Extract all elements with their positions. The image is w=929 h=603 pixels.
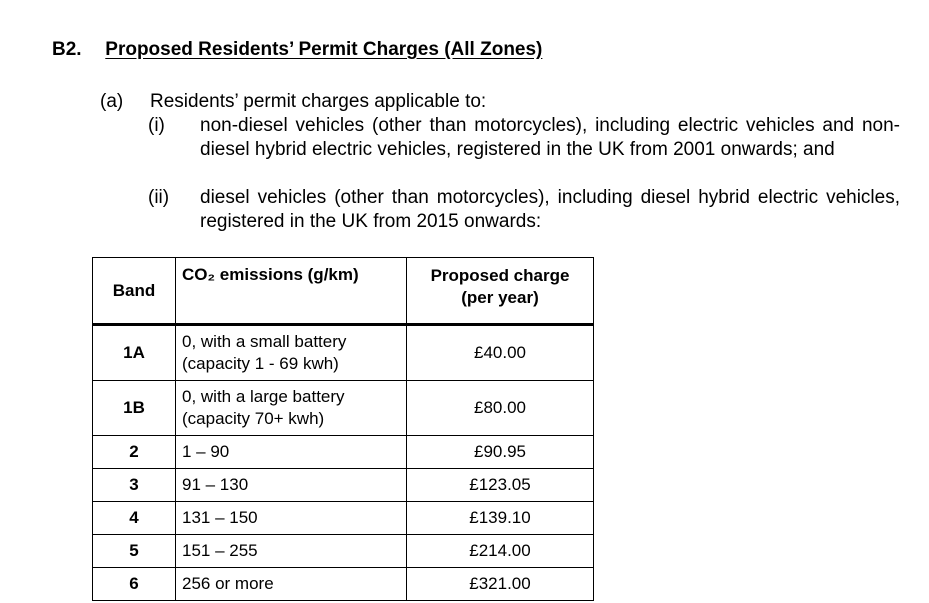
cell-charge: £139.10 [407, 502, 594, 535]
cell-co2-line1: 0, with a large battery [182, 387, 345, 406]
list-item [148, 186, 900, 234]
cell-band: 4 [93, 502, 176, 535]
cell-band: 6 [93, 568, 176, 601]
list-item-label: (i) [148, 115, 165, 136]
intro-paragraph [100, 90, 900, 232]
header-band: Band [93, 258, 176, 325]
cell-charge: £40.00 [407, 325, 594, 381]
cell-co2: 91 – 130 [176, 469, 407, 502]
cell-co2 [176, 381, 407, 436]
cell-charge: £80.00 [407, 381, 594, 436]
cell-band: 3 [93, 469, 176, 502]
cell-charge: £90.95 [407, 436, 594, 469]
section-title: Proposed Residents’ Permit Charges (All Zones) [105, 39, 543, 60]
list-item-text: non-diesel vehicles (other than motorcycles), including electric vehicles and non-diesel hybrid electric vehicles, registered in the UK from 2001 onwards; and [200, 115, 900, 160]
list-item-label: (ii) [148, 187, 170, 208]
table-row [93, 381, 594, 436]
cell-co2-line2: (capacity 70+ kwh) [182, 409, 325, 428]
table-row [93, 502, 594, 535]
cell-charge: £123.05 [407, 469, 594, 502]
cell-co2-line2: (capacity 1 - 69 kwh) [182, 354, 339, 373]
cell-co2-line1: 0, with a small battery [182, 332, 347, 351]
cell-band: 5 [93, 535, 176, 568]
header-charge-line1: Proposed charge [430, 266, 570, 285]
cell-band: 2 [93, 436, 176, 469]
header-charge [407, 258, 594, 325]
cell-co2: 1 – 90 [176, 436, 407, 469]
intro-label: (a) [100, 91, 124, 112]
cell-co2: 256 or more [176, 568, 407, 601]
intro-text: Residents’ permit charges applicable to: [150, 91, 487, 112]
cell-charge: £321.00 [407, 568, 594, 601]
table-header-row [93, 258, 594, 325]
header-charge-line2: (per year) [461, 288, 539, 307]
table-row [93, 535, 594, 568]
table-row [93, 469, 594, 502]
section-number: B2. [52, 39, 82, 60]
cell-co2: 151 – 255 [176, 535, 407, 568]
permit-charges-table [92, 257, 594, 601]
list-item-text: diesel vehicles (other than motorcycles), including diesel hybrid electric vehicles, registered in the UK from 2015 onwards: [200, 187, 900, 232]
cell-band: 1A [93, 325, 176, 381]
table-row [93, 436, 594, 469]
list-item [148, 114, 900, 162]
cell-charge: £214.00 [407, 535, 594, 568]
table-row [93, 325, 594, 381]
table-row [93, 568, 594, 601]
section-heading [52, 39, 542, 61]
header-co2: CO₂ emissions (g/km) [176, 258, 407, 325]
cell-band: 1B [93, 381, 176, 436]
cell-co2: 131 – 150 [176, 502, 407, 535]
cell-co2 [176, 325, 407, 381]
